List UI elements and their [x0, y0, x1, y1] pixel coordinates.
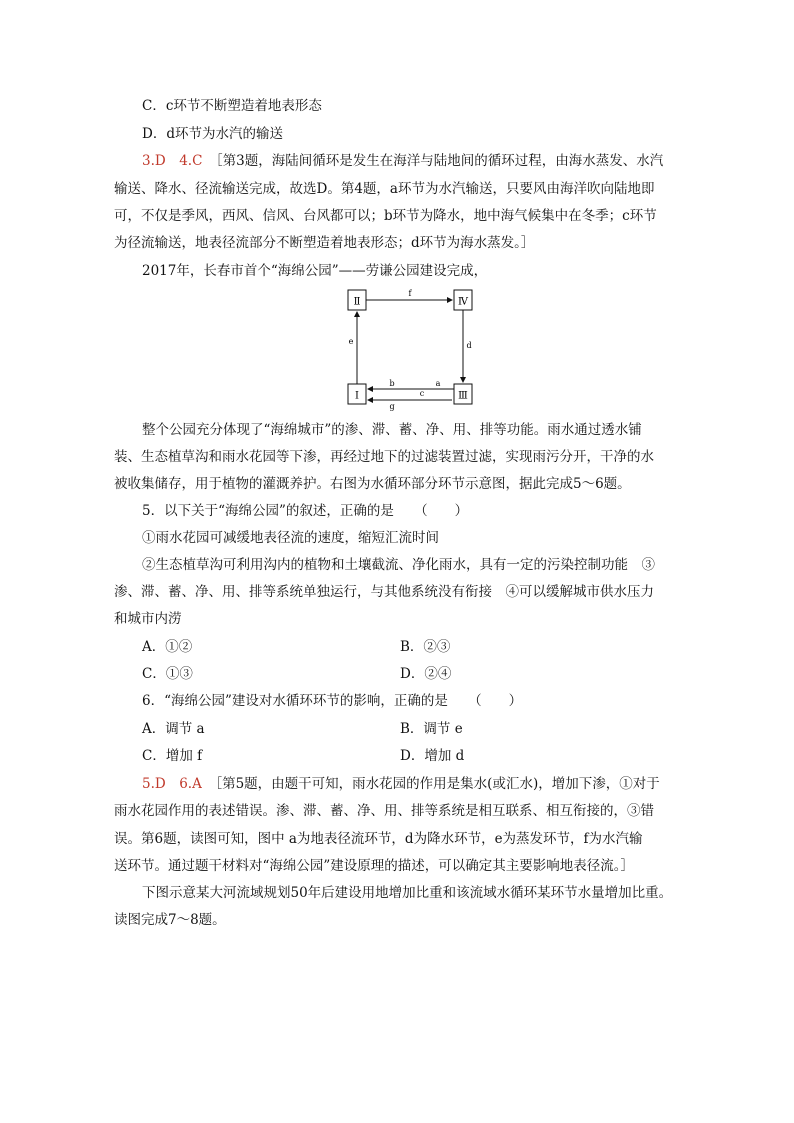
arrow-e-label: e — [348, 337, 354, 346]
answer-34-line4: 为径流输送，地表径流部分不断塑造着地表形态；d环节为海水蒸发。］ — [114, 235, 535, 251]
box-br-label: Ⅲ — [458, 390, 468, 402]
q5-statement-4: 和城市内涝 — [114, 611, 182, 627]
answer-34-line2: 输送、降水、径流输送完成，故选D。第4题，a环节为水汽输送，只要风由海洋吹向陆地即 — [114, 181, 655, 197]
q5-statement-2: ②生态植草沟可利用沟内的植物和土壤截流、净化雨水，具有一定的污染控制功能 ③ — [142, 557, 655, 573]
passage-line3: 被收集储存，用于植物的灌溉养护。右图为水循环部分环节示意图，据此完成5～6题。 — [114, 476, 631, 492]
box-tl-label: Ⅱ — [353, 296, 361, 308]
q6-option-c: C．增加 f — [142, 748, 203, 764]
q5-option-b: B．②③ — [400, 639, 451, 655]
box-tr-label: Ⅳ — [458, 296, 468, 308]
q6-option-b: B．调节 e — [400, 721, 463, 737]
arrow-d-label: d — [466, 341, 472, 350]
answer-key-34: 3.D 4.C — [142, 153, 203, 169]
passage-line1: 整个公园充分体现了“海绵城市”的渗、滞、蓄、净、用、排等功能。雨水通过透水铺 — [142, 422, 642, 438]
q5-option-d: D．②④ — [400, 666, 452, 682]
arrow-a-label: a — [435, 379, 441, 388]
answer-56-line1 — [142, 775, 660, 793]
intro-78-line2: 读图完成7～8题。 — [114, 912, 226, 928]
q6-option-a: A．调节 a — [142, 721, 205, 737]
q5-statement-3: 渗、滞、蓄、净、用、排等系统单独运行，与其他系统没有衔接 ④可以缓解城市供水压力 — [114, 584, 654, 600]
arrow-b-label: b — [389, 379, 395, 388]
q5-option-a: A．①② — [142, 639, 193, 655]
q6-stem: 6．“海绵公园”建设对水循环环节的影响，正确的是 （ ） — [142, 693, 523, 709]
answer-56-text: ［第5题，由题干可知，雨水花园的作用是集水(或汇水)，增加下渗，①对于 — [215, 776, 660, 792]
box-bl-label: Ⅰ — [355, 390, 359, 402]
answer-34-text: ［第3题，海陆间循环是发生在海洋与陆地间的循环过程，由海水蒸发、水汽 — [215, 153, 664, 169]
q5-option-c: C．①③ — [142, 666, 193, 682]
answer-34-line1 — [142, 152, 663, 170]
answer-key-56: 5.D 6.A — [142, 776, 202, 792]
q5-statement-1: ①雨水花园可减缓地表径流的速度，缩短汇流时间 — [142, 530, 439, 546]
answer-56-line3: 误。第6题，读图可知，图中 a为地表径流环节，d为降水环节，e为蒸发环节，f为水汽输 — [114, 831, 643, 847]
water-cycle-diagram — [340, 282, 480, 412]
q4-option-c: C．c环节不断塑造着地表形态 — [142, 98, 322, 114]
q4-option-d: D．d环节为水汽的输送 — [142, 126, 283, 142]
q6-option-d: D．增加 d — [400, 748, 465, 764]
intro-56: 2017年，长春市首个“海绵公园”——劳谦公园建设完成， — [142, 263, 488, 279]
arrow-c-label: c — [419, 389, 425, 398]
passage-line2: 装、生态植草沟和雨水花园等下渗，再经过地下的过滤装置过滤，实现雨污分开，干净的水 — [114, 449, 654, 465]
arrow-g-label: g — [389, 402, 395, 411]
answer-56-line2: 雨水花园作用的表述错误。渗、滞、蓄、净、用、排等系统是相互联系、相互衔接的，③错 — [114, 803, 654, 819]
q5-stem: 5．以下关于“海绵公园”的叙述，正确的是 （ ） — [142, 503, 469, 519]
answer-56-line4: 送环节。通过题干材料对“海绵公园”建设原理的描述，可以确定其主要影响地表径流。］ — [114, 858, 635, 874]
intro-78-line1: 下图示意某大河流域规划50年后建设用地增加比重和该流域水循环某环节水量增加比重。 — [142, 885, 673, 901]
answer-34-line3: 可，不仅是季风，西风、信风、台风都可以；b环节为降水，地中海气候集中在冬季；c环节 — [114, 208, 657, 224]
arrow-f-label: f — [408, 289, 412, 298]
